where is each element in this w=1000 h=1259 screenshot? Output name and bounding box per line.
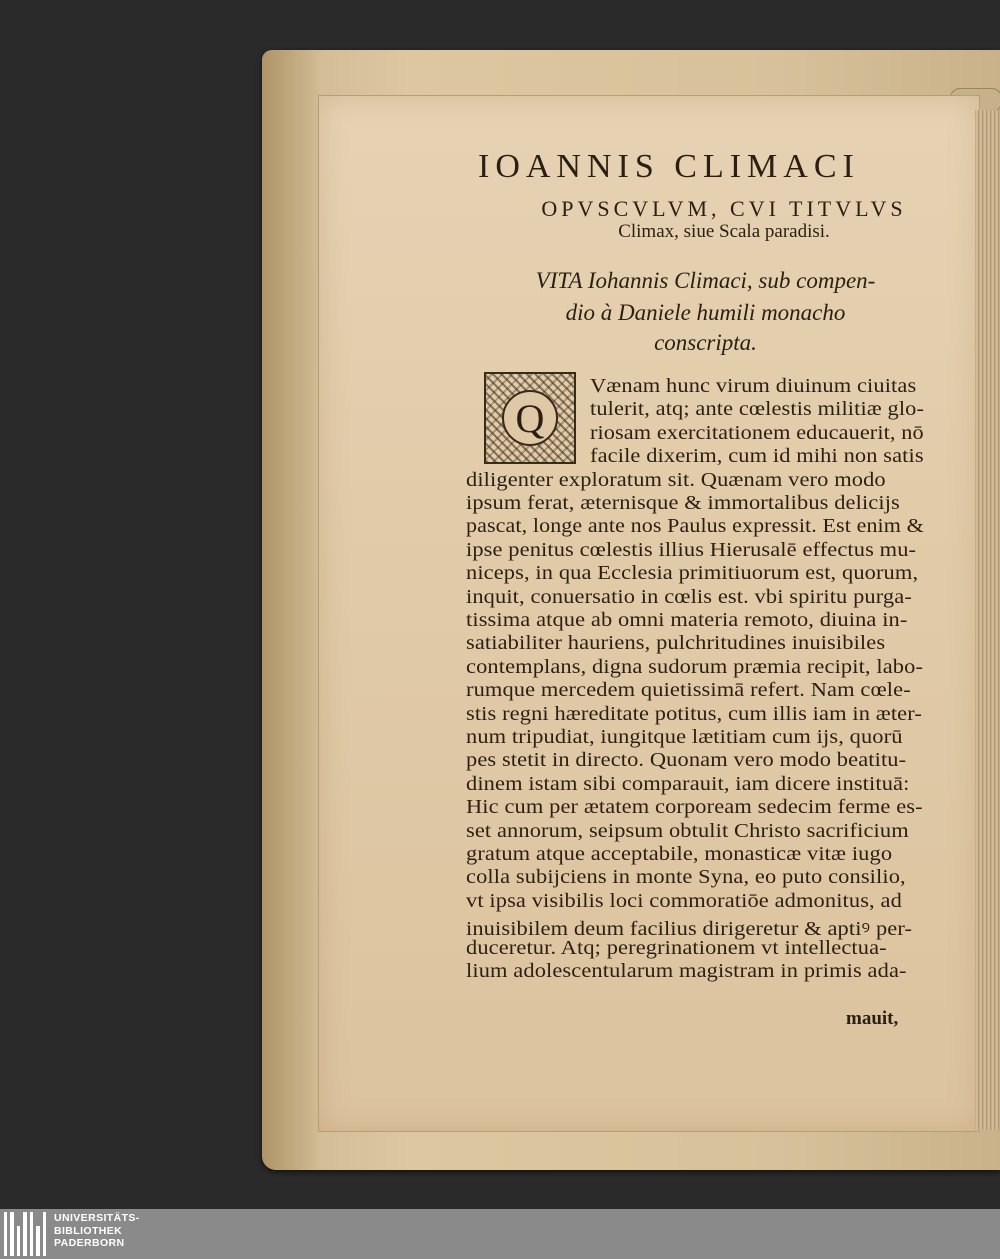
vita-heading-line-3: conscripta. <box>654 330 757 355</box>
body-line: set annorum, seipsum obtulit Christo sacrificium <box>466 820 909 842</box>
title-line-3: Climax, siue Scala paradisi. <box>618 221 830 242</box>
decorated-initial <box>484 372 576 464</box>
body-line: vt ipsa visibilis loci commoratiōe admonitus, ad <box>466 890 902 912</box>
body-line: dinem istam sibi comparauit, iam dicere instituā: <box>466 773 910 795</box>
body-line: diligenter exploratum sit. Quænam vero modo <box>466 469 886 491</box>
initial-letter: Q <box>502 390 558 446</box>
vita-heading-line-1: VITA Iohannis Climaci, sub compen- <box>535 268 876 293</box>
body-line: num tripudiat, iungitque lætitiam cum ijs, quorū <box>466 727 903 748</box>
body-line: Hic cum per ætatem corpoream sedecim ferme es- <box>466 797 923 819</box>
body-line: inquit, conuersatio in cœlis est. vbi spiritu purga- <box>466 586 912 608</box>
body-line: pascat, longe ante nos Paulus expressit. Est enim & <box>466 516 924 538</box>
footer-bar <box>0 1209 1000 1259</box>
library-name-line-3: PADERBORN <box>54 1237 125 1249</box>
body-line: riosam exercitationem educauerit, nō <box>590 422 924 444</box>
body-line: facile dixerim, cum id mihi non satis <box>590 446 924 468</box>
title-line-2: OPVSCVLVM, CVI TITVLVS <box>541 196 907 221</box>
body-line: gratum atque acceptabile, monasticæ vitæ iugo <box>466 844 893 865</box>
library-name-line-2: BIBLIOTHEK <box>54 1224 123 1237</box>
library-logo-icon <box>4 1212 46 1256</box>
body-line: colla subijciens in monte Syna, eo puto consilio, <box>466 867 906 889</box>
body-line: stis regni hæreditate potitus, cum illis iam in æter- <box>466 703 922 725</box>
body-line: ipse penitus cœlestis illius Hierusalē effectus mu- <box>466 539 917 561</box>
body-line: inuisibilem deum facilius dirigeretur & aptiꝰ per- <box>466 919 913 941</box>
catchword: mauit, <box>846 1008 899 1029</box>
body-line: lium adolescentularum magistram in primis ada- <box>466 961 907 982</box>
vita-heading-line-2: dio à Daniele humili monacho <box>565 300 846 325</box>
title-line-1: IOANNIS CLIMACI <box>478 148 860 185</box>
library-name <box>54 1212 140 1250</box>
body-line: niceps, in qua Ecclesia primitiuorum est, quorum, <box>466 563 919 585</box>
body-line: satiabiliter hauriens, pulchritudines inuisibiles <box>466 633 886 655</box>
body-line: pes stetit in directo. Quonam vero modo beatitu- <box>466 750 907 772</box>
body-line: ipsum ferat, æternisque & immortalibus delicijs <box>466 493 900 514</box>
body-line: tissima atque ab omni materia remoto, diuina in- <box>466 610 908 631</box>
body-line: contemplans, digna sudorum præmia recipit, labo- <box>466 656 924 678</box>
body-line: duceretur. Atq; peregrinationem vt intellectua- <box>466 937 887 959</box>
body-line: Vænam hunc virum diuinum ciuitas <box>590 376 917 397</box>
library-name-line-1: UNIVERSITÄTS- <box>54 1212 140 1224</box>
body-line: tulerit, atq; ante cœlestis militiæ glo- <box>590 399 925 421</box>
body-line: rumque mercedem quietissimā refert. Nam cœle- <box>466 680 911 702</box>
